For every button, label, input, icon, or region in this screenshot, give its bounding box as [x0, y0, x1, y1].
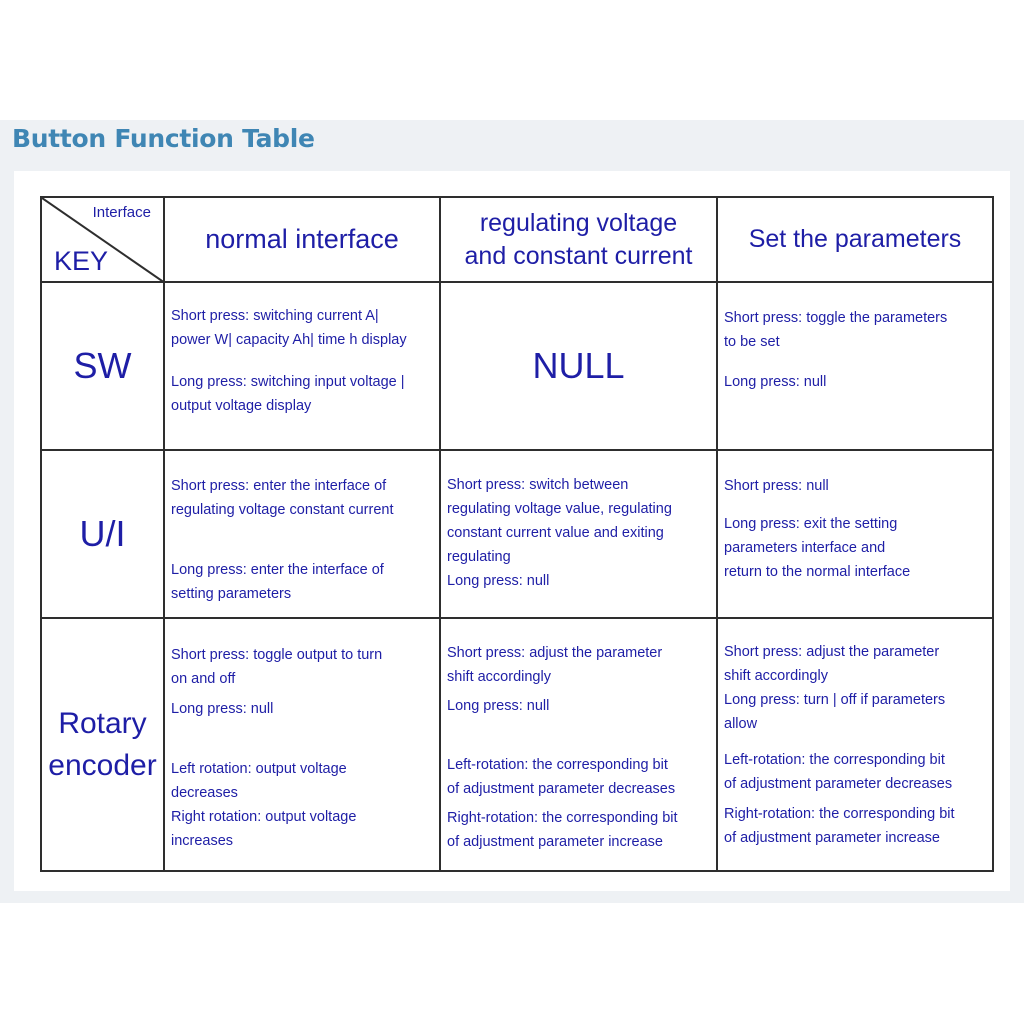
button-function-table: [40, 196, 994, 872]
corner-cell: [41, 197, 164, 282]
sw-normal-cell: Short press: switching current A| power W| capacity Ah| time h display Long press: switching input voltage | output voltage display: [164, 282, 440, 450]
ui-regulating-cell: Short press: switch between regulating voltage value, regulating constant current value and exiting regulating Long press: null: [440, 450, 717, 618]
table-row-ui: [41, 450, 993, 618]
corner-interface-label: Interface: [92, 204, 151, 221]
sw-regulating-null: NULL: [440, 282, 717, 450]
key-rotary-encoder: Rotary encoder: [41, 618, 164, 871]
section-heading: Button Function Table: [12, 124, 315, 153]
header-normal-interface: normal interface: [164, 197, 440, 282]
header-row: [41, 197, 993, 282]
rotary-normal-cell: Short press: toggle output to turn on and off Long press: null Left rotation: output voltage decreases Right rotation: output voltage increases: [164, 618, 440, 871]
ui-set-cell: Short press: null Long press: exit the setting parameters interface and return to the normal interface: [717, 450, 993, 618]
corner-key-label: KEY: [54, 246, 109, 276]
table-row-sw: [41, 282, 993, 450]
key-ui: U/I: [41, 450, 164, 618]
key-sw: SW: [41, 282, 164, 450]
ui-normal-cell: Short press: enter the interface of regulating voltage constant current Long press: enter the interface of setting parameters: [164, 450, 440, 618]
header-set-parameters: Set the parameters: [717, 197, 993, 282]
sw-set-cell: Short press: toggle the parameters to be set Long press: null: [717, 282, 993, 450]
header-regulating: regulating voltage and constant current: [440, 197, 717, 282]
table-row-rotary-encoder: [41, 618, 993, 871]
rotary-regulating-cell: Short press: adjust the parameter shift accordingly Long press: null Left-rotation: the corresponding bit of adjustment parameter decreases Right-rotation: the corresponding bit of adjustment parameter increase: [440, 618, 717, 871]
rotary-set-cell: Short press: adjust the parameter shift accordingly Long press: turn | off if parameters allow Left-rotation: the corresponding bit of adjustment parameter decreases Right-rotation: the corresponding bit of adjustment parameter increase: [717, 618, 993, 871]
